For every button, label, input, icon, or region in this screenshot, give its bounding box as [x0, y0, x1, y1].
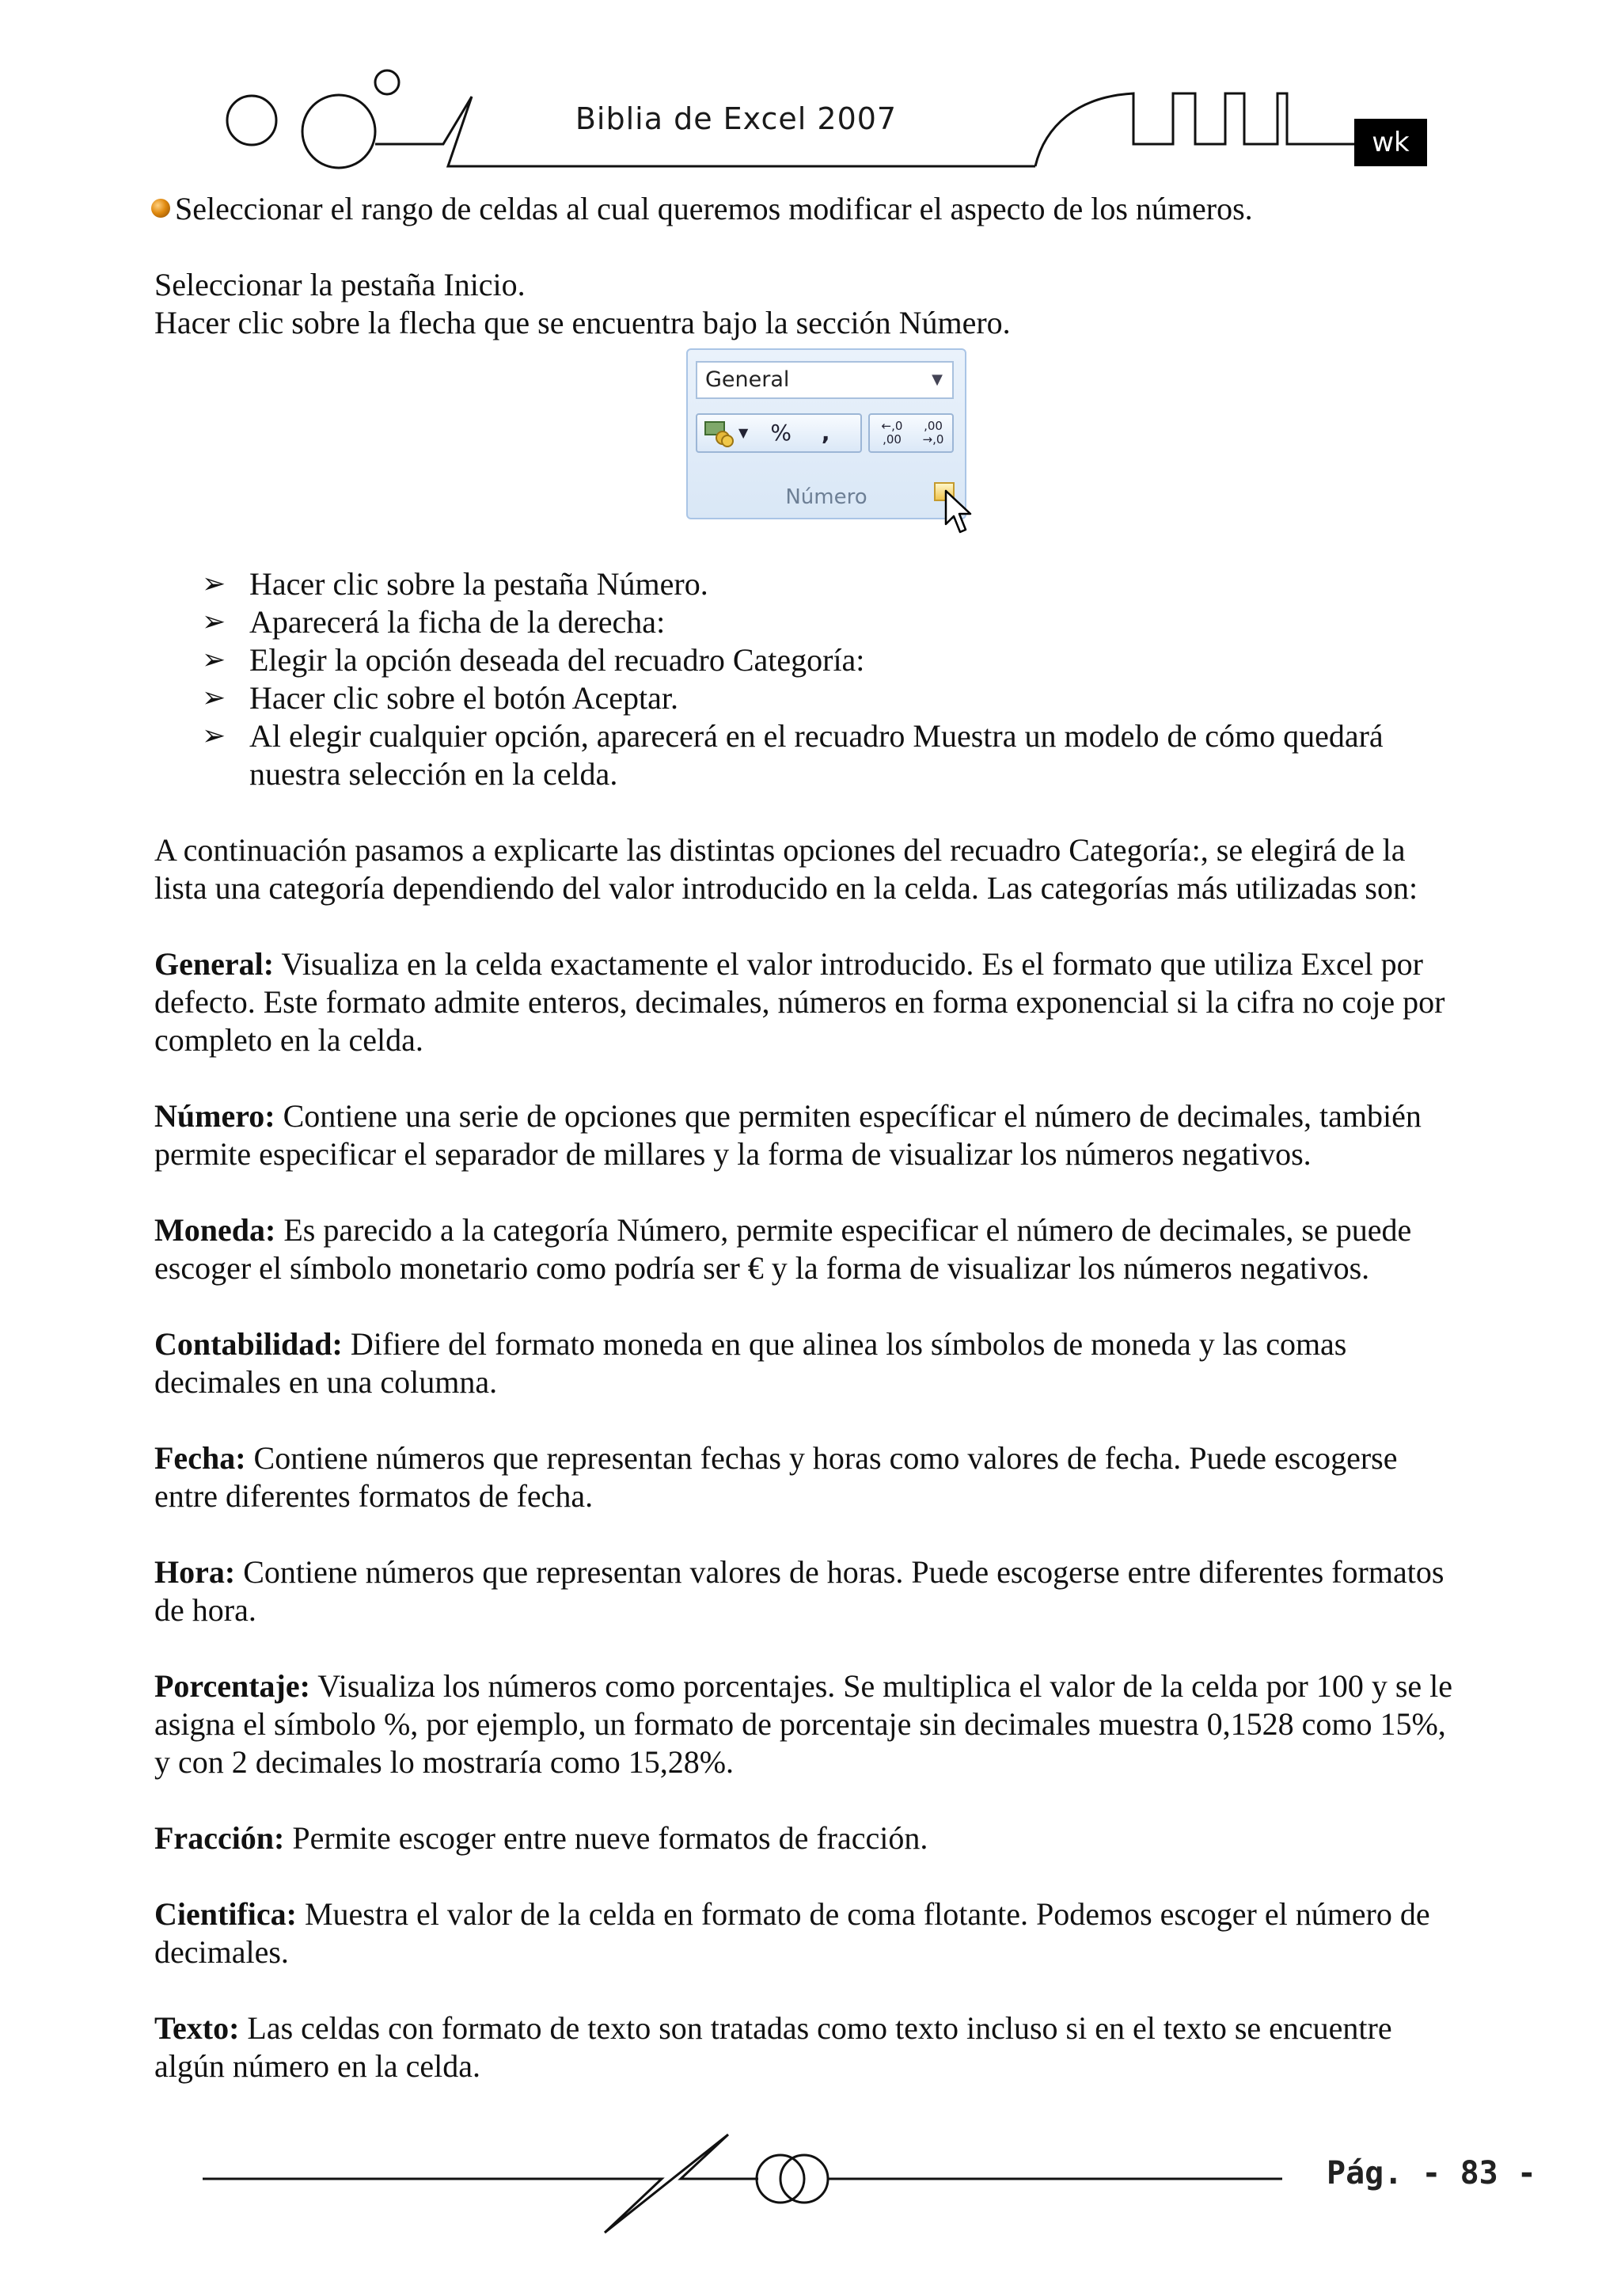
list-item: ➢ Al elegir cualquier opción, aparecerá en el recuadro Muestra un modelo de cómo quedará nuestra selección en la celda.	[202, 718, 1384, 792]
intro-bullet-line	[154, 190, 1500, 228]
currency-percent-group	[696, 413, 862, 453]
arrow-bullet-icon: ➢	[202, 606, 226, 638]
category-general: General: Visualiza en la celda exactamente el valor introducido. Es el formato que utiliza Excel por defecto. Este formato admite enteros, decimales, números en forma exponencial si la cifra no coje por completo en la celda.	[154, 946, 1445, 1058]
list-item: ➢ Hacer clic sobre la pestaña Número.	[202, 566, 708, 602]
arrow-bullet-icon: ➢	[202, 568, 226, 600]
category-hora: Hora: Contiene números que representan valores de horas. Puede escogerse entre diferentes formatos de hora.	[154, 1554, 1444, 1628]
comma-style-button[interactable]: ,	[821, 420, 830, 446]
list-item: ➢ Elegir la opción deseada del recuadro Categoría:	[202, 642, 865, 678]
intro-bullet-text: Seleccionar el rango de celdas al cual queremos modificar el aspecto de los números.	[175, 191, 1253, 226]
arrow-bullet-icon: ➢	[202, 682, 226, 714]
category-texto: Texto: Las celdas con formato de texto son tratadas como texto incluso si en el texto se encuentre algún número en la celda.	[154, 2010, 1392, 2084]
step-1: Seleccionar la pestaña Inicio.	[154, 267, 526, 302]
intro-paragraph-line: A continuación pasamos a explicarte las distintas opciones del recuadro Categoría:, se elegirá de la	[154, 832, 1406, 868]
arrow-bullet-icon: ➢	[202, 720, 226, 752]
category-fraccion: Fracción: Permite escoger entre nueve formatos de fracción.	[154, 1820, 928, 1856]
decimal-group	[868, 413, 954, 453]
increase-decimal-button[interactable]: ←,0 ,00	[881, 419, 903, 447]
page-number: Pág. - 83 -	[1327, 2155, 1536, 2191]
ribbon-number-group-image	[686, 348, 978, 554]
arrow-bullet-icon: ➢	[202, 644, 226, 676]
currency-dropdown-icon[interactable]: ▼	[738, 425, 749, 440]
category-moneda: Moneda: Es parecido a la categoría Número, permite especificar el número de decimales, se puede escoger el símbolo monetario como podría ser € y la forma de visualizar los números negativos.	[154, 1212, 1412, 1286]
percent-style-button[interactable]: %	[770, 420, 792, 446]
currency-format-icon[interactable]	[704, 419, 735, 447]
ribbon-number-group	[686, 348, 966, 519]
mouse-cursor-icon	[944, 489, 976, 537]
header-badge: wk	[1354, 119, 1427, 166]
step-2: Hacer clic sobre la flecha que se encuentra bajo la sección Número.	[154, 305, 1011, 340]
number-format-combo-value: General	[705, 367, 790, 392]
ribbon-group-label: Número	[785, 485, 867, 509]
instruction-list	[202, 565, 1500, 793]
list-item: ➢ Aparecerá la ficha de la derecha:	[202, 604, 666, 640]
number-format-combo[interactable]	[696, 361, 954, 399]
intro-paragraph-line: lista una categoría dependiendo del valor introducido en la celda. Las categorías más utilizadas son:	[154, 870, 1418, 906]
orange-bullet-icon	[151, 199, 170, 218]
category-fecha: Fecha: Contiene números que representan fechas y horas como valores de fecha. Puede escogerse entre diferentes formatos de fecha.	[154, 1440, 1398, 1514]
category-numero: Número: Contiene una serie de opciones que permiten específicar el número de decimales, también permite especificar el separador de millares y la forma de visualizar los números negativos.	[154, 1098, 1422, 1172]
page-content	[154, 190, 1500, 2085]
category-cientifica: Cientifica: Muestra el valor de la celda en formato de coma flotante. Podemos escoger el número de decimales.	[154, 1896, 1430, 1970]
header-title: Biblia de Excel 2007	[575, 101, 898, 136]
category-porcentaje: Porcentaje: Visualiza los números como porcentajes. Se multiplica el valor de la celda por 100 y se le asigna el símbolo %, por ejemplo, un formato de porcentaje sin decimales muestra 0,1528 como 15%, y con 2 decimales lo mostraría como 15,28%.	[154, 1668, 1453, 1780]
category-contabilidad: Contabilidad: Difiere del formato moneda en que alinea los símbolos de moneda y las comas decimales en una columna.	[154, 1326, 1347, 1400]
list-item: ➢ Hacer clic sobre el botón Aceptar.	[202, 680, 678, 716]
dropdown-arrow-icon: ▼	[932, 371, 943, 388]
decrease-decimal-button[interactable]: ,00 →,0	[922, 419, 944, 447]
